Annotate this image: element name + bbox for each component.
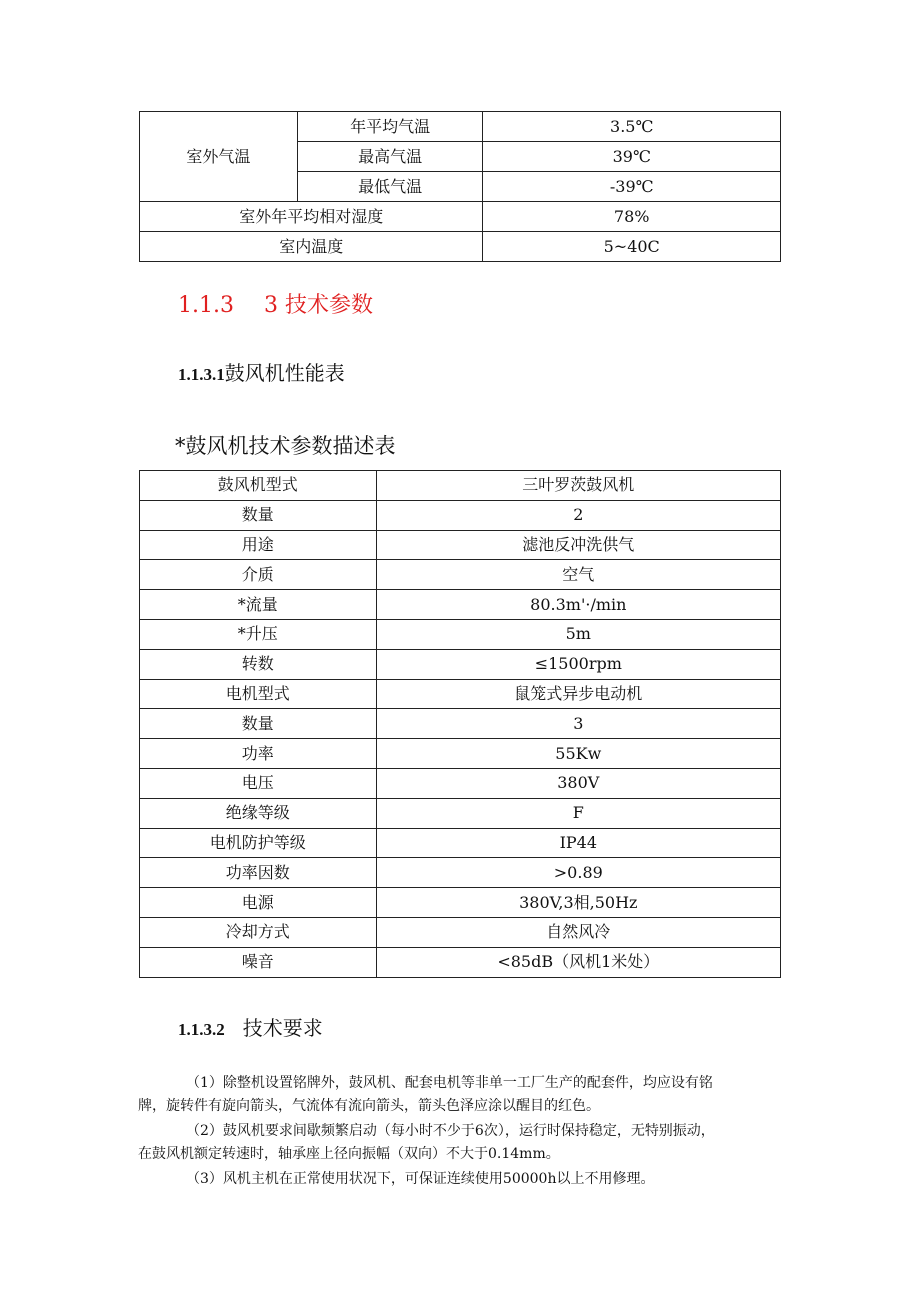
table-cell: 室内温度 bbox=[140, 232, 483, 262]
paragraph-line: （1）除整机设置铭牌外，鼓风机、配套电机等非单一工厂生产的配套件，均应设有铭 bbox=[186, 1075, 713, 1091]
table-row bbox=[140, 112, 781, 142]
table-cell: 39℃ bbox=[483, 142, 781, 172]
paragraph-1 bbox=[138, 1072, 788, 1118]
blower-spec-table bbox=[139, 470, 781, 978]
spec-value-cell: 鼠笼式异步电动机 bbox=[376, 679, 780, 709]
spec-label-cell: 冷却方式 bbox=[140, 917, 377, 947]
table-cell: 5~40C bbox=[483, 232, 781, 262]
spec-label-cell: 电机型式 bbox=[140, 679, 377, 709]
spec-label-cell: 噪音 bbox=[140, 947, 377, 977]
paragraph-line: （3）风机主机在正常使用状况下，可保证连续使用50000h以上不用修理。 bbox=[186, 1171, 655, 1187]
spec-label-cell: 数量 bbox=[140, 500, 377, 530]
table-cell: 室外气温 bbox=[140, 112, 298, 202]
table-row bbox=[140, 947, 781, 977]
spec-value-cell: 3 bbox=[376, 709, 780, 739]
spec-label-cell: 鼓风机型式 bbox=[140, 471, 377, 501]
table-cell: 室外年平均相对湿度 bbox=[140, 202, 483, 232]
paragraph-line: 牌，旋转件有旋向箭头，气流体有流向箭头，箭头色泽应涂以醒目的红色。 bbox=[138, 1098, 600, 1114]
heading-title: 3 技术参数 bbox=[263, 293, 373, 318]
spec-label-cell: 转数 bbox=[140, 649, 377, 679]
heading-number: 1.1.3 bbox=[178, 293, 234, 318]
table-row bbox=[140, 590, 781, 620]
spec-value-cell: 滤池反冲洗供气 bbox=[376, 530, 780, 560]
spec-value-cell: 2 bbox=[376, 500, 780, 530]
table-row bbox=[140, 888, 781, 918]
spec-value-cell: 空气 bbox=[376, 560, 780, 590]
spec-value-cell: 5m bbox=[376, 619, 780, 649]
heading-title: 技术要求 bbox=[242, 1016, 323, 1040]
spec-value-cell: 三叶罗茨鼓风机 bbox=[376, 471, 780, 501]
heading-number: 1.1.3.1 bbox=[178, 365, 225, 384]
table-row bbox=[140, 560, 781, 590]
table-row bbox=[140, 858, 781, 888]
paragraph-line: （2）鼓风机要求间歇频繁启动（每小时不少于6次），运行时保持稳定，无特别振动， bbox=[186, 1123, 715, 1139]
spec-value-cell: ≤1500rpm bbox=[376, 649, 780, 679]
heading-number: 1.1.3.2 bbox=[178, 1020, 225, 1039]
spec-label-cell: 绝缘等级 bbox=[140, 798, 377, 828]
spec-label-cell: 电机防护等级 bbox=[140, 828, 377, 858]
spec-value-cell: 380V,3相,50Hz bbox=[376, 888, 780, 918]
climate-table bbox=[139, 111, 781, 262]
spec-value-cell: <85dB（风机1米处） bbox=[376, 947, 780, 977]
table-cell: 最高气温 bbox=[297, 142, 483, 172]
spec-value-cell: >0.89 bbox=[376, 858, 780, 888]
spec-label-cell: 介质 bbox=[140, 560, 377, 590]
table-row bbox=[140, 739, 781, 769]
spec-label-cell: *升压 bbox=[140, 619, 377, 649]
spec-value-cell: 55Kw bbox=[376, 739, 780, 769]
spec-label-cell: 用途 bbox=[140, 530, 377, 560]
table-row bbox=[140, 828, 781, 858]
spec-label-cell: *流量 bbox=[140, 590, 377, 620]
table-row bbox=[140, 649, 781, 679]
table-row bbox=[140, 709, 781, 739]
spec-label-cell: 功率因数 bbox=[140, 858, 377, 888]
spec-value-cell: 80.3m'·/min bbox=[376, 590, 780, 620]
section-heading-1-1-3 bbox=[178, 288, 373, 319]
table-row bbox=[140, 471, 781, 501]
table-cell: 78% bbox=[483, 202, 781, 232]
table-cell: 3.5℃ bbox=[483, 112, 781, 142]
spec-value-cell: 自然风冷 bbox=[376, 917, 780, 947]
section-heading-1-1-3-2 bbox=[178, 1012, 323, 1041]
table-cell: -39℃ bbox=[483, 172, 781, 202]
table-row bbox=[140, 917, 781, 947]
paragraph-2 bbox=[138, 1120, 788, 1166]
table-row bbox=[140, 530, 781, 560]
table-cell: 年平均气温 bbox=[297, 112, 483, 142]
table-row bbox=[140, 232, 781, 262]
spec-value-cell: 380V bbox=[376, 768, 780, 798]
spec-value-cell: IP44 bbox=[376, 828, 780, 858]
paragraph-3 bbox=[178, 1168, 788, 1191]
table-row bbox=[140, 619, 781, 649]
table-cell: 最低气温 bbox=[297, 172, 483, 202]
spec-value-cell: F bbox=[376, 798, 780, 828]
table-caption: *鼓风机技术参数描述表 bbox=[175, 434, 396, 458]
spec-label-cell: 电压 bbox=[140, 768, 377, 798]
table-row bbox=[140, 202, 781, 232]
spec-label-cell: 数量 bbox=[140, 709, 377, 739]
section-heading-1-1-3-1 bbox=[178, 357, 345, 386]
table-row bbox=[140, 500, 781, 530]
table-row bbox=[140, 798, 781, 828]
table-row bbox=[140, 679, 781, 709]
table-row bbox=[140, 768, 781, 798]
spec-label-cell: 功率 bbox=[140, 739, 377, 769]
paragraph-line: 在鼓风机额定转速时，轴承座上径向振幅（双向）不大于0.14mm。 bbox=[138, 1146, 560, 1162]
spec-label-cell: 电源 bbox=[140, 888, 377, 918]
heading-title: 鼓风机性能表 bbox=[224, 361, 345, 385]
